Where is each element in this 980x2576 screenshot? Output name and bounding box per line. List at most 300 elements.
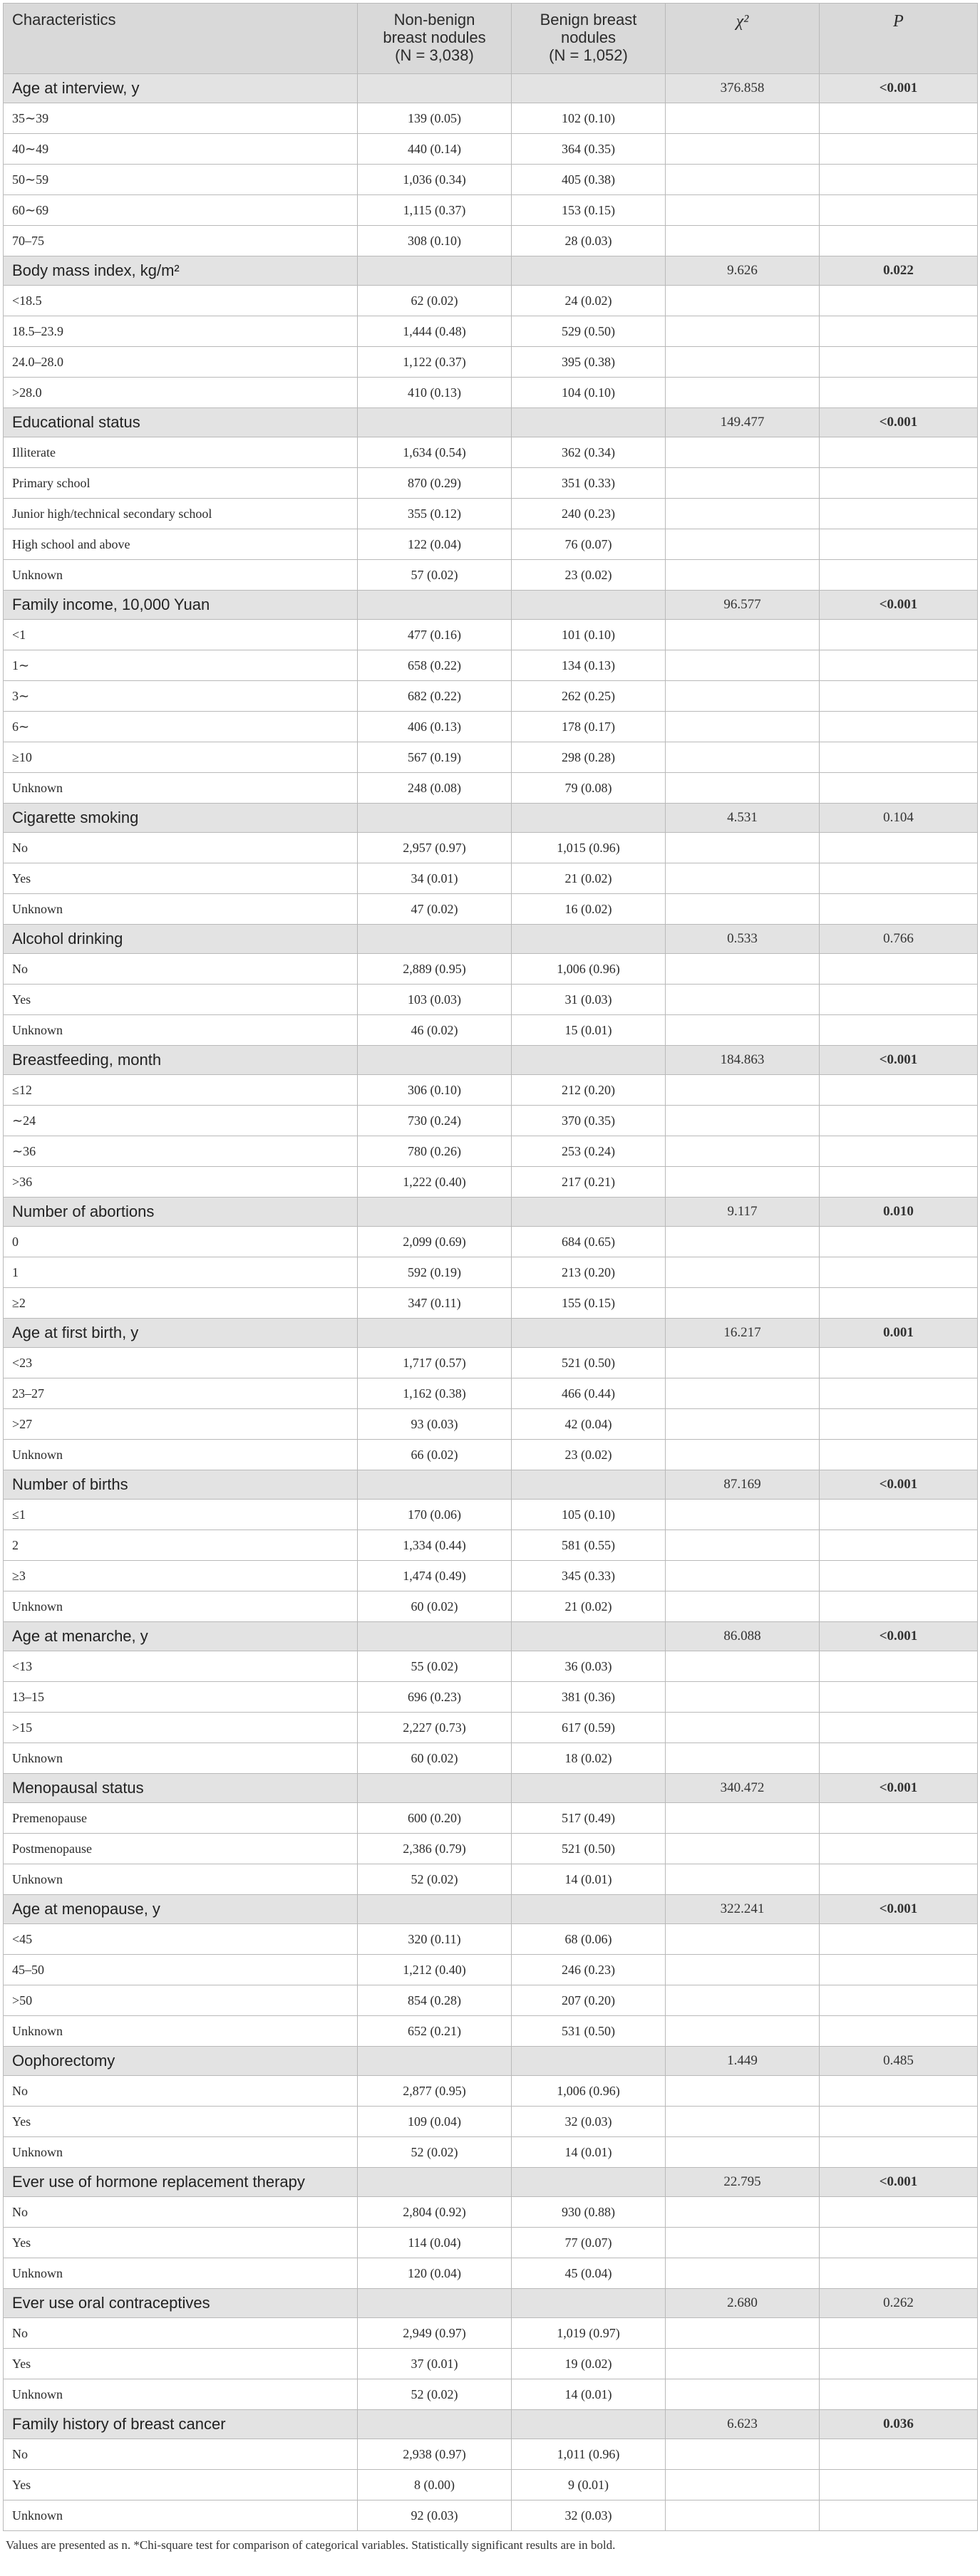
table-row	[4, 226, 978, 256]
table-row	[4, 1682, 978, 1713]
row-empty-cell	[666, 1378, 820, 1409]
row-non-benign-count: 730 (0.24)	[358, 1106, 512, 1136]
table-row	[4, 1075, 978, 1106]
row-category: 1∼	[4, 650, 358, 681]
row-empty-cell	[820, 1924, 978, 1955]
row-empty-cell	[820, 2076, 978, 2107]
group-header-row	[4, 925, 978, 954]
row-empty-cell	[820, 2439, 978, 2470]
group-p-value: 0.766	[820, 925, 978, 954]
row-benign-count: 345 (0.33)	[512, 1561, 666, 1591]
row-empty-cell	[666, 1409, 820, 1440]
header-non-benign-line2: breast nodules	[383, 28, 486, 46]
row-empty-cell	[666, 1682, 820, 1713]
group-p-value: <0.001	[820, 1895, 978, 1924]
row-empty-cell	[666, 1955, 820, 1985]
row-empty-cell	[820, 1985, 978, 2016]
row-non-benign-count: 780 (0.26)	[358, 1136, 512, 1167]
row-non-benign-count: 1,717 (0.57)	[358, 1348, 512, 1378]
row-empty-cell	[820, 529, 978, 560]
table-header	[4, 4, 978, 74]
table-row	[4, 1106, 978, 1136]
group-label: Age at first birth, y	[4, 1319, 358, 1348]
row-benign-count: 1,006 (0.96)	[512, 954, 666, 985]
row-non-benign-count: 477 (0.16)	[358, 620, 512, 650]
group-empty-cell	[358, 256, 512, 286]
group-header-row	[4, 256, 978, 286]
row-empty-cell	[666, 1530, 820, 1561]
row-non-benign-count: 170 (0.06)	[358, 1500, 512, 1530]
header-p-value: P	[820, 4, 978, 74]
group-empty-cell	[358, 1774, 512, 1803]
row-category: Unknown	[4, 2016, 358, 2047]
row-category: ≥10	[4, 742, 358, 773]
group-label: Breastfeeding, month	[4, 1046, 358, 1075]
row-non-benign-count: 103 (0.03)	[358, 985, 512, 1015]
row-non-benign-count: 1,222 (0.40)	[358, 1167, 512, 1198]
table-row	[4, 2379, 978, 2410]
row-empty-cell	[666, 1500, 820, 1530]
group-chi-square: 4.531	[666, 804, 820, 833]
table-row	[4, 2228, 978, 2258]
table-row	[4, 2258, 978, 2289]
table-row	[4, 316, 978, 347]
row-empty-cell	[820, 2500, 978, 2531]
group-empty-cell	[512, 74, 666, 103]
row-non-benign-count: 1,444 (0.48)	[358, 316, 512, 347]
row-category: No	[4, 2076, 358, 2107]
row-category: Postmenopause	[4, 1834, 358, 1864]
row-empty-cell	[820, 195, 978, 226]
table-row	[4, 1167, 978, 1198]
row-benign-count: 14 (0.01)	[512, 2137, 666, 2168]
row-non-benign-count: 92 (0.03)	[358, 2500, 512, 2531]
group-chi-square: 96.577	[666, 591, 820, 620]
group-empty-cell	[358, 2410, 512, 2439]
group-empty-cell	[358, 408, 512, 437]
row-benign-count: 1,006 (0.96)	[512, 2076, 666, 2107]
row-benign-count: 105 (0.10)	[512, 1500, 666, 1530]
row-benign-count: 581 (0.55)	[512, 1530, 666, 1561]
row-category: Unknown	[4, 1743, 358, 1774]
row-empty-cell	[820, 1834, 978, 1864]
row-empty-cell	[820, 1348, 978, 1378]
group-chi-square: 322.241	[666, 1895, 820, 1924]
row-benign-count: 212 (0.20)	[512, 1075, 666, 1106]
row-benign-count: 102 (0.10)	[512, 103, 666, 134]
row-empty-cell	[820, 1561, 978, 1591]
row-empty-cell	[666, 1985, 820, 2016]
row-category: Premenopause	[4, 1803, 358, 1834]
row-category: ∼24	[4, 1106, 358, 1136]
row-non-benign-count: 2,099 (0.69)	[358, 1227, 512, 1257]
row-non-benign-count: 347 (0.11)	[358, 1288, 512, 1319]
row-non-benign-count: 8 (0.00)	[358, 2470, 512, 2500]
group-empty-cell	[512, 1198, 666, 1227]
row-non-benign-count: 600 (0.20)	[358, 1803, 512, 1834]
row-non-benign-count: 1,162 (0.38)	[358, 1378, 512, 1409]
table-row	[4, 1591, 978, 1622]
row-empty-cell	[820, 1075, 978, 1106]
table-container	[3, 3, 977, 2560]
row-benign-count: 9 (0.01)	[512, 2470, 666, 2500]
group-header-row	[4, 2410, 978, 2439]
table-row	[4, 1440, 978, 1470]
row-empty-cell	[666, 620, 820, 650]
row-empty-cell	[820, 560, 978, 591]
table-row	[4, 2137, 978, 2168]
row-category: <18.5	[4, 286, 358, 316]
row-empty-cell	[666, 437, 820, 468]
row-empty-cell	[666, 2197, 820, 2228]
table-row	[4, 103, 978, 134]
row-benign-count: 155 (0.15)	[512, 1288, 666, 1319]
row-non-benign-count: 52 (0.02)	[358, 2137, 512, 2168]
group-empty-cell	[358, 1198, 512, 1227]
row-empty-cell	[820, 378, 978, 408]
row-benign-count: 14 (0.01)	[512, 2379, 666, 2410]
row-empty-cell	[666, 2016, 820, 2047]
row-empty-cell	[666, 1167, 820, 1198]
table-row	[4, 2107, 978, 2137]
table-row	[4, 1864, 978, 1895]
table-row	[4, 1924, 978, 1955]
row-empty-cell	[820, 863, 978, 894]
group-header-row	[4, 1470, 978, 1500]
table-row	[4, 773, 978, 804]
row-category: <1	[4, 620, 358, 650]
row-non-benign-count: 1,122 (0.37)	[358, 347, 512, 378]
row-non-benign-count: 1,634 (0.54)	[358, 437, 512, 468]
row-category: ≤12	[4, 1075, 358, 1106]
row-non-benign-count: 1,036 (0.34)	[358, 165, 512, 195]
group-empty-cell	[358, 1046, 512, 1075]
characteristics-table	[3, 3, 978, 2531]
group-empty-cell	[358, 74, 512, 103]
row-empty-cell	[820, 134, 978, 165]
row-empty-cell	[820, 1743, 978, 1774]
row-empty-cell	[666, 833, 820, 863]
row-category: Unknown	[4, 2500, 358, 2531]
table-row	[4, 954, 978, 985]
group-p-value: 0.036	[820, 2410, 978, 2439]
row-benign-count: 207 (0.20)	[512, 1985, 666, 2016]
row-category: ≥3	[4, 1561, 358, 1591]
row-benign-count: 684 (0.65)	[512, 1227, 666, 1257]
row-benign-count: 45 (0.04)	[512, 2258, 666, 2289]
row-empty-cell	[666, 316, 820, 347]
table-row	[4, 499, 978, 529]
group-label: Family history of breast cancer	[4, 2410, 358, 2439]
table-row	[4, 1378, 978, 1409]
group-chi-square: 9.117	[666, 1198, 820, 1227]
group-p-value: 0.262	[820, 2289, 978, 2318]
group-chi-square: 16.217	[666, 1319, 820, 1348]
group-header-row	[4, 2047, 978, 2076]
row-benign-count: 28 (0.03)	[512, 226, 666, 256]
row-empty-cell	[666, 1803, 820, 1834]
row-empty-cell	[820, 2349, 978, 2379]
table-row	[4, 2197, 978, 2228]
row-non-benign-count: 120 (0.04)	[358, 2258, 512, 2289]
row-empty-cell	[820, 2107, 978, 2137]
row-non-benign-count: 355 (0.12)	[358, 499, 512, 529]
header-non-benign-line1: Non-benign	[393, 11, 475, 28]
row-category: Yes	[4, 2228, 358, 2258]
table-row	[4, 1651, 978, 1682]
row-benign-count: 395 (0.38)	[512, 347, 666, 378]
header-chi-square: χ²	[666, 4, 820, 74]
table-footnote: Values are presented as n. *Chi-square test for comparison of categorical variables. Statistically significant results are in bold.	[6, 2538, 616, 2552]
table-row	[4, 560, 978, 591]
table-row	[4, 468, 978, 499]
row-non-benign-count: 854 (0.28)	[358, 1985, 512, 2016]
row-category: 0	[4, 1227, 358, 1257]
table-row	[4, 1257, 978, 1288]
row-empty-cell	[666, 1591, 820, 1622]
row-empty-cell	[666, 1227, 820, 1257]
row-empty-cell	[666, 1075, 820, 1106]
group-p-value: <0.001	[820, 408, 978, 437]
row-empty-cell	[666, 378, 820, 408]
row-benign-count: 101 (0.10)	[512, 620, 666, 650]
group-empty-cell	[512, 2168, 666, 2197]
group-empty-cell	[512, 591, 666, 620]
row-empty-cell	[666, 2379, 820, 2410]
group-header-row	[4, 1046, 978, 1075]
group-label: Number of abortions	[4, 1198, 358, 1227]
row-category: Primary school	[4, 468, 358, 499]
row-empty-cell	[820, 1713, 978, 1743]
table-row	[4, 286, 978, 316]
group-chi-square: 22.795	[666, 2168, 820, 2197]
table-row	[4, 1530, 978, 1561]
row-non-benign-count: 47 (0.02)	[358, 894, 512, 925]
row-benign-count: 153 (0.15)	[512, 195, 666, 226]
row-benign-count: 405 (0.38)	[512, 165, 666, 195]
row-category: >15	[4, 1713, 358, 1743]
row-non-benign-count: 2,957 (0.97)	[358, 833, 512, 863]
row-empty-cell	[820, 894, 978, 925]
group-p-value: <0.001	[820, 1622, 978, 1651]
row-empty-cell	[666, 2349, 820, 2379]
group-chi-square: 9.626	[666, 256, 820, 286]
row-category: <13	[4, 1651, 358, 1682]
row-benign-count: 466 (0.44)	[512, 1378, 666, 1409]
row-category: No	[4, 2439, 358, 2470]
row-benign-count: 68 (0.06)	[512, 1924, 666, 1955]
row-benign-count: 246 (0.23)	[512, 1955, 666, 1985]
row-empty-cell	[820, 1955, 978, 1985]
group-empty-cell	[512, 1774, 666, 1803]
table-row	[4, 347, 978, 378]
group-empty-cell	[512, 1319, 666, 1348]
row-empty-cell	[820, 742, 978, 773]
row-benign-count: 23 (0.02)	[512, 560, 666, 591]
table-row	[4, 863, 978, 894]
row-category: Unknown	[4, 1440, 358, 1470]
group-empty-cell	[512, 1622, 666, 1651]
row-benign-count: 1,011 (0.96)	[512, 2439, 666, 2470]
row-empty-cell	[820, 437, 978, 468]
table-row	[4, 1743, 978, 1774]
group-p-value: <0.001	[820, 1470, 978, 1500]
row-benign-count: 21 (0.02)	[512, 1591, 666, 1622]
row-benign-count: 521 (0.50)	[512, 1348, 666, 1378]
table-row	[4, 2016, 978, 2047]
row-category: >36	[4, 1167, 358, 1198]
row-empty-cell	[820, 985, 978, 1015]
row-benign-count: 1,015 (0.96)	[512, 833, 666, 863]
row-category: 70–75	[4, 226, 358, 256]
row-benign-count: 930 (0.88)	[512, 2197, 666, 2228]
row-category: No	[4, 833, 358, 863]
row-empty-cell	[820, 2137, 978, 2168]
row-benign-count: 521 (0.50)	[512, 1834, 666, 1864]
row-non-benign-count: 658 (0.22)	[358, 650, 512, 681]
row-empty-cell	[666, 1743, 820, 1774]
row-empty-cell	[666, 286, 820, 316]
header-non-benign	[358, 4, 512, 74]
table-row	[4, 2349, 978, 2379]
row-empty-cell	[820, 468, 978, 499]
row-non-benign-count: 2,804 (0.92)	[358, 2197, 512, 2228]
group-empty-cell	[512, 1895, 666, 1924]
row-empty-cell	[820, 712, 978, 742]
group-empty-cell	[512, 1470, 666, 1500]
row-benign-count: 21 (0.02)	[512, 863, 666, 894]
group-chi-square: 0.533	[666, 925, 820, 954]
row-category: 1	[4, 1257, 358, 1288]
row-benign-count: 104 (0.10)	[512, 378, 666, 408]
table-row	[4, 2439, 978, 2470]
row-empty-cell	[820, 650, 978, 681]
row-category: Illiterate	[4, 437, 358, 468]
row-benign-count: 42 (0.04)	[512, 1409, 666, 1440]
row-empty-cell	[666, 2107, 820, 2137]
row-category: 60∼69	[4, 195, 358, 226]
table-row	[4, 437, 978, 468]
row-benign-count: 19 (0.02)	[512, 2349, 666, 2379]
row-empty-cell	[666, 2137, 820, 2168]
table-row	[4, 650, 978, 681]
row-empty-cell	[666, 2500, 820, 2531]
table-row	[4, 894, 978, 925]
row-benign-count: 617 (0.59)	[512, 1713, 666, 1743]
group-label: Menopausal status	[4, 1774, 358, 1803]
group-empty-cell	[512, 408, 666, 437]
row-empty-cell	[666, 894, 820, 925]
group-chi-square: 340.472	[666, 1774, 820, 1803]
row-empty-cell	[820, 681, 978, 712]
row-empty-cell	[666, 195, 820, 226]
table-row	[4, 1348, 978, 1378]
row-benign-count: 76 (0.07)	[512, 529, 666, 560]
group-chi-square: 1.449	[666, 2047, 820, 2076]
row-empty-cell	[666, 1440, 820, 1470]
table-row	[4, 378, 978, 408]
group-p-value: <0.001	[820, 1774, 978, 1803]
group-label: Family income, 10,000 Yuan	[4, 591, 358, 620]
group-p-value: <0.001	[820, 591, 978, 620]
row-benign-count: 217 (0.21)	[512, 1167, 666, 1198]
row-category: Yes	[4, 863, 358, 894]
row-empty-cell	[820, 2379, 978, 2410]
group-header-row	[4, 1774, 978, 1803]
row-empty-cell	[666, 1257, 820, 1288]
row-empty-cell	[820, 499, 978, 529]
row-category: ∼36	[4, 1136, 358, 1167]
row-non-benign-count: 2,227 (0.73)	[358, 1713, 512, 1743]
row-empty-cell	[666, 1288, 820, 1319]
table-row	[4, 833, 978, 863]
group-p-value: 0.104	[820, 804, 978, 833]
row-benign-count: 18 (0.02)	[512, 1743, 666, 1774]
group-chi-square: 376.858	[666, 74, 820, 103]
row-empty-cell	[666, 1651, 820, 1682]
row-empty-cell	[820, 1136, 978, 1167]
row-empty-cell	[820, 103, 978, 134]
header-characteristics: Characteristics	[4, 4, 358, 74]
group-empty-cell	[358, 591, 512, 620]
row-non-benign-count: 1,474 (0.49)	[358, 1561, 512, 1591]
row-non-benign-count: 1,115 (0.37)	[358, 195, 512, 226]
table-row	[4, 2470, 978, 2500]
group-label: Oophorectomy	[4, 2047, 358, 2076]
row-non-benign-count: 66 (0.02)	[358, 1440, 512, 1470]
row-empty-cell	[666, 2076, 820, 2107]
group-label: Educational status	[4, 408, 358, 437]
row-benign-count: 351 (0.33)	[512, 468, 666, 499]
row-category: 35∼39	[4, 103, 358, 134]
row-empty-cell	[820, 1378, 978, 1409]
row-empty-cell	[820, 1106, 978, 1136]
table-row	[4, 1803, 978, 1834]
row-non-benign-count: 567 (0.19)	[358, 742, 512, 773]
row-benign-count: 362 (0.34)	[512, 437, 666, 468]
header-non-benign-n: (N = 3,038)	[395, 46, 474, 64]
row-non-benign-count: 52 (0.02)	[358, 2379, 512, 2410]
row-benign-count: 531 (0.50)	[512, 2016, 666, 2047]
table-row	[4, 165, 978, 195]
row-non-benign-count: 592 (0.19)	[358, 1257, 512, 1288]
row-empty-cell	[666, 1924, 820, 1955]
row-empty-cell	[666, 1713, 820, 1743]
row-category: 13–15	[4, 1682, 358, 1713]
group-label: Number of births	[4, 1470, 358, 1500]
row-empty-cell	[820, 2258, 978, 2289]
table-row	[4, 2076, 978, 2107]
group-p-value: 0.022	[820, 256, 978, 286]
table-row	[4, 620, 978, 650]
row-category: Unknown	[4, 2379, 358, 2410]
table-row	[4, 1227, 978, 1257]
row-non-benign-count: 410 (0.13)	[358, 378, 512, 408]
row-empty-cell	[820, 954, 978, 985]
row-empty-cell	[820, 1167, 978, 1198]
row-empty-cell	[820, 1591, 978, 1622]
group-header-row	[4, 1319, 978, 1348]
row-empty-cell	[820, 1440, 978, 1470]
group-label: Age at menarche, y	[4, 1622, 358, 1651]
group-chi-square: 184.863	[666, 1046, 820, 1075]
row-category: Yes	[4, 2470, 358, 2500]
table-row	[4, 1136, 978, 1167]
header-benign-line1: Benign breast	[540, 11, 637, 28]
row-category: 3∼	[4, 681, 358, 712]
group-p-value: <0.001	[820, 74, 978, 103]
group-p-value: 0.001	[820, 1319, 978, 1348]
